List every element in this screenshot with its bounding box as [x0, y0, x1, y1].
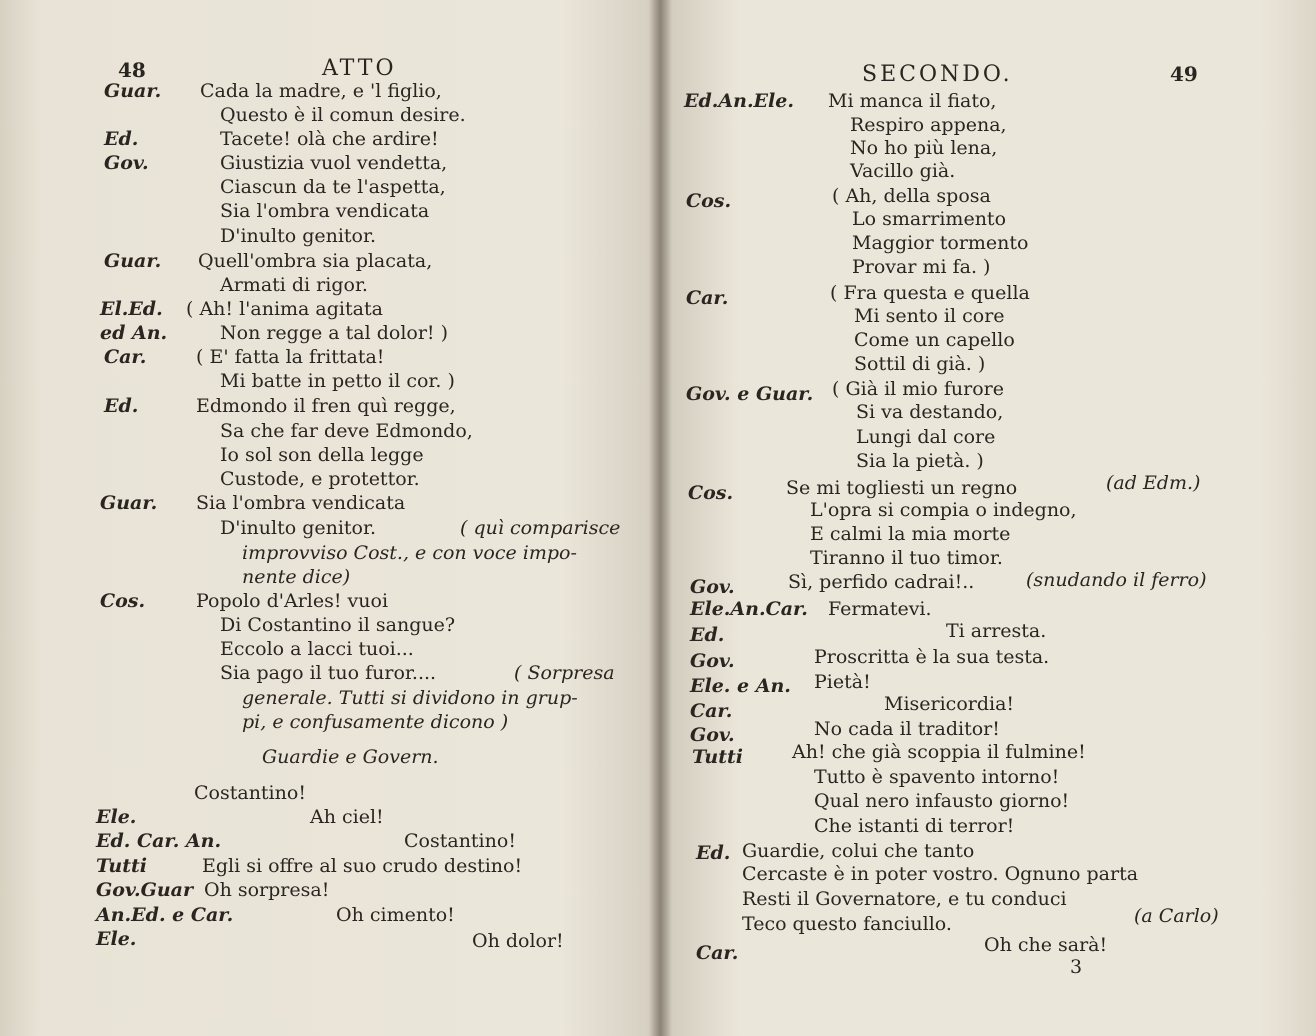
- verse-line: Costantino!: [194, 782, 306, 804]
- verse-line: Resti il Governatore, e tu conduci: [742, 888, 1067, 910]
- speaker-label: Car.: [690, 700, 733, 722]
- stage-direction: improvviso Cost., e con voce impo-: [242, 542, 577, 564]
- verse-line: Di Costantino il sangue?: [220, 614, 456, 636]
- verse-line: Pietà!: [814, 671, 871, 693]
- speaker-label: Car.: [104, 346, 147, 368]
- stage-direction: nente dice): [242, 566, 351, 588]
- speaker-label: Car.: [686, 287, 729, 309]
- page-number: 49: [1170, 62, 1198, 86]
- stage-direction: ( Sorpresa: [514, 662, 615, 684]
- speaker-label: Ed.An.Ele.: [684, 90, 794, 112]
- verse-line: Teco questo fanciullo.: [742, 913, 952, 935]
- stage-direction: (a Carlo): [1134, 905, 1219, 927]
- stage-direction: (snudando il ferro): [1026, 569, 1207, 591]
- speaker-label: An.Ed. e Car.: [96, 904, 234, 926]
- verse-line: Eccolo a lacci tuoi...: [220, 638, 414, 660]
- verse-line: Sia l'ombra vendicata: [196, 492, 406, 514]
- verse-line: Oh che sarà!: [984, 934, 1108, 956]
- speaker-label: Ed.: [690, 624, 725, 646]
- verse-line: Mi manca il fiato,: [828, 90, 997, 112]
- verse-line: Popolo d'Arles! vuoi: [196, 590, 389, 612]
- verse-line: Che istanti di terror!: [814, 815, 1015, 837]
- verse-line: Ti arresta.: [946, 620, 1047, 642]
- stage-direction: generale. Tutti si dividono in grup-: [242, 687, 578, 709]
- speaker-label: Guar.: [104, 80, 162, 102]
- verse-line: Io sol son della legge: [220, 444, 424, 466]
- verse-line: Sa che far deve Edmondo,: [220, 420, 473, 442]
- stage-direction: ( quì comparisce: [460, 517, 621, 539]
- speaker-label: Ed.: [104, 395, 139, 417]
- speaker-label: Car.: [696, 942, 739, 964]
- speaker-label: Gov.: [690, 650, 735, 672]
- speaker-label: Ele.An.Car.: [690, 598, 808, 620]
- verse-line: Sottil di già. ): [854, 353, 986, 375]
- verse-line: Ah! che già scoppia il fulmine!: [792, 741, 1086, 763]
- verse-line: Sia l'ombra vendicata: [220, 200, 430, 222]
- speaker-label: Gov.: [104, 152, 149, 174]
- verse-line: D'inulto genitor.: [220, 225, 377, 247]
- speaker-label: Cos.: [100, 590, 146, 612]
- verse-line: Oh cimento!: [336, 904, 455, 926]
- verse-line: Quell'ombra sia placata,: [198, 250, 433, 272]
- verse-line: Costantino!: [404, 830, 516, 852]
- verse-line: Mi sento il core: [854, 305, 1005, 327]
- verse-line: Armati di rigor.: [220, 274, 368, 296]
- verse-line: Fermatevi.: [828, 598, 932, 620]
- verse-line: Questo è il comun desire.: [220, 104, 466, 126]
- verse-line: Tacete! olà che ardire!: [220, 128, 439, 150]
- verse-line: Guardie, colui che tanto: [742, 840, 975, 862]
- verse-line: ( Fra questa e quella: [830, 282, 1030, 304]
- verse-line: D'inulto genitor.: [220, 517, 377, 539]
- verse-line: Mi batte in petto il cor. ): [220, 370, 455, 392]
- verse-line: ( Già il mio furore: [832, 378, 1004, 400]
- verse-line: ( Ah, della sposa: [832, 185, 991, 207]
- speaker-label: Ele. e An.: [690, 675, 791, 697]
- verse-line: Sia la pietà. ): [856, 450, 984, 472]
- verse-line: Giustizia vuol vendetta,: [220, 152, 448, 174]
- speaker-label: Tutti: [96, 855, 147, 877]
- stage-direction: Guardie e Govern.: [262, 746, 439, 768]
- speaker-label: Ele.: [96, 928, 137, 950]
- speaker-label: Gov.: [690, 724, 735, 746]
- speaker-label: Ed.: [104, 128, 139, 150]
- page-number: 48: [118, 58, 146, 82]
- book-gutter: [648, 0, 672, 1036]
- speaker-label: Ed. Car. An.: [96, 830, 222, 852]
- verse-line: Sia pago il tuo furor....: [220, 662, 437, 684]
- verse-line: Oh sorpresa!: [204, 879, 330, 901]
- verse-line: No ho più lena,: [850, 137, 998, 159]
- speaker-label: Guar.: [104, 250, 162, 272]
- verse-line: E calmi la mia morte: [810, 523, 1011, 545]
- speaker-label: Gov.: [690, 576, 735, 598]
- verse-line: Edmondo il fren quì regge,: [196, 395, 456, 417]
- speaker-label: Cos.: [686, 190, 732, 212]
- speaker-label: Cos.: [688, 482, 734, 504]
- verse-line: L'opra si compia o indegno,: [810, 499, 1077, 521]
- speaker-label: ed An.: [100, 322, 168, 344]
- speaker-label: Ed.: [696, 842, 731, 864]
- stage-direction: (ad Edm.): [1106, 472, 1201, 494]
- verse-line: Respiro appena,: [850, 114, 1007, 136]
- verse-line: Non regge a tal dolor! ): [220, 322, 449, 344]
- verse-line: Egli si offre al suo crudo destino!: [202, 855, 523, 877]
- verse-line: Vacillo già.: [850, 160, 956, 182]
- verse-line: Oh dolor!: [472, 930, 564, 952]
- speaker-label: Gov. e Guar.: [686, 383, 814, 405]
- verse-line: Ah ciel!: [310, 806, 384, 828]
- speaker-label: Tutti: [692, 746, 743, 768]
- verse-line: Cada la madre, e 'l figlio,: [200, 80, 442, 102]
- verse-line: Se mi togliesti un regno: [786, 477, 1018, 499]
- verse-line: Qual nero infausto giorno!: [814, 790, 1070, 812]
- verse-line: Tutto è spavento intorno!: [814, 766, 1060, 788]
- verse-line: Come un capello: [854, 329, 1015, 351]
- right-page: [660, 0, 1316, 1036]
- verse-line: Ciascun da te l'aspetta,: [220, 176, 446, 198]
- verse-line: Tiranno il tuo timor.: [810, 547, 1003, 569]
- signature-mark: 3: [1070, 956, 1083, 978]
- verse-line: ( E' fatta la frittata!: [196, 346, 385, 368]
- verse-line: Lo smarrimento: [852, 208, 1007, 230]
- verse-line: No cada il traditor!: [814, 718, 1000, 740]
- speaker-label: Gov.Guar: [96, 879, 194, 901]
- verse-line: Misericordia!: [884, 693, 1015, 715]
- verse-line: Si va destando,: [856, 401, 1004, 423]
- speaker-label: El.Ed.: [100, 298, 163, 320]
- speaker-label: Guar.: [100, 492, 158, 514]
- verse-line: Proscritta è la sua testa.: [814, 646, 1050, 668]
- verse-line: Lungi dal core: [856, 426, 996, 448]
- verse-line: Provar mi fa. ): [852, 256, 991, 278]
- stage-direction: pi, e confusamente dicono ): [242, 711, 509, 733]
- running-head: SECONDO.: [862, 62, 1013, 87]
- verse-line: Cercaste è in poter vostro. Ognuno parta: [742, 863, 1139, 885]
- verse-line: Custode, e protettor.: [220, 468, 420, 490]
- verse-line: Sì, perfido cadrai!..: [788, 571, 975, 593]
- verse-line: ( Ah! l'anima agitata: [186, 298, 383, 320]
- verse-line: Maggior tormento: [852, 232, 1029, 254]
- running-head: ATTO: [322, 56, 397, 81]
- speaker-label: Ele.: [96, 806, 137, 828]
